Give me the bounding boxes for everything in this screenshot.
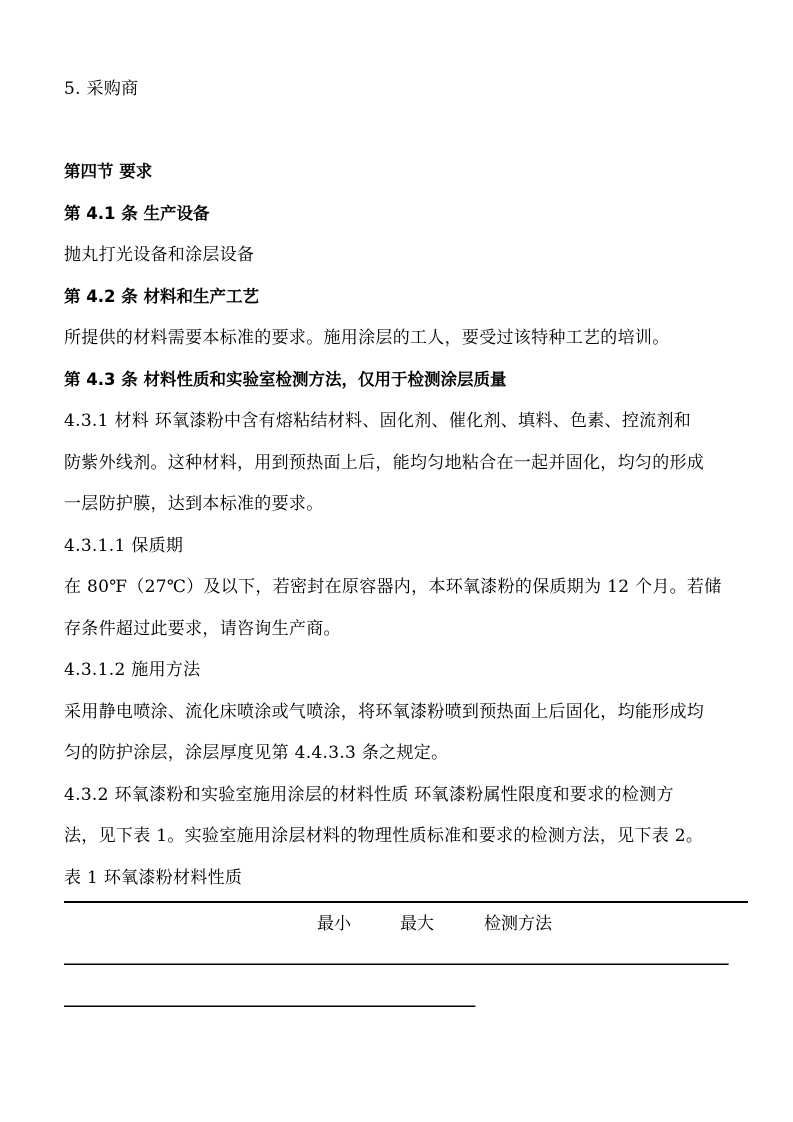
subsection-4-3-1-2-heading: 4.3.1.2 施用方法 bbox=[64, 660, 201, 680]
paragraph-4-3-2-line2: 法，见下表 1。实验室施用涂层材料的物理性质标准和要求的检测方法，见下表 2。 bbox=[64, 826, 704, 846]
table-dash-divider-2: _______________________________________________ bbox=[64, 988, 475, 1007]
paragraph-4-3-1-1-line2: 存条件超过此要求，请咨询生产商。 bbox=[64, 619, 341, 639]
list-item-purchaser: 5. 采购商 bbox=[64, 79, 139, 99]
table-dash-divider-1: ____________________________________________________________________________ bbox=[64, 946, 728, 965]
table-header-min: 最小 bbox=[317, 914, 351, 934]
section-heading: 第四节 要求 bbox=[64, 162, 153, 181]
table-top-rule bbox=[64, 901, 748, 903]
table-1-caption: 表 1 环氧漆粉材料性质 bbox=[64, 868, 243, 888]
paragraph-4-3-1-line1: 4.3.1 材料 环氧漆粉中含有熔粘结材料、固化剂、催化剂、填料、色素、控流剂和 bbox=[64, 411, 692, 431]
article-4-1-heading: 第 4.1 条 生产设备 bbox=[64, 204, 210, 223]
paragraph-4-3-1-line3: 一层防护膜，达到本标准的要求。 bbox=[64, 494, 324, 514]
article-4-1-text: 抛丸打光设备和涂层设备 bbox=[64, 245, 255, 265]
paragraph-4-3-1-2-line1: 采用静电喷涂、流化床喷涂或气喷涂，将环氧漆粉喷到预热面上后固化，均能形成均 bbox=[64, 702, 705, 722]
table-header-max: 最大 bbox=[400, 914, 434, 934]
article-4-2-heading: 第 4.2 条 材料和生产工艺 bbox=[64, 287, 259, 306]
paragraph-4-3-1-1-line1: 在 80℉（27℃）及以下，若密封在原容器内，本环氧漆粉的保质期为 12 个月。若储 bbox=[64, 577, 722, 597]
paragraph-4-3-1-2-line2: 匀的防护涂层，涂层厚度见第 4.4.3.3 条之规定。 bbox=[64, 743, 449, 763]
paragraph-4-3-2-line1: 4.3.2 环氧漆粉和实验室施用涂层的材料性质 环氧漆粉属性限度和要求的检测方 bbox=[64, 785, 674, 805]
subsection-4-3-1-1-heading: 4.3.1.1 保质期 bbox=[64, 536, 184, 556]
table-header-method: 检测方法 bbox=[484, 914, 552, 934]
article-4-2-text: 所提供的材料需要本标准的要求。施用涂层的工人，要受过该特种工艺的培训。 bbox=[64, 328, 670, 348]
paragraph-4-3-1-line2: 防紫外线剂。这种材料，用到预热面上后，能均匀地粘合在一起并固化，均匀的形成 bbox=[64, 453, 705, 473]
article-4-3-heading: 第 4.3 条 材料性质和实验室检测方法，仅用于检测涂层质量 bbox=[64, 370, 507, 389]
